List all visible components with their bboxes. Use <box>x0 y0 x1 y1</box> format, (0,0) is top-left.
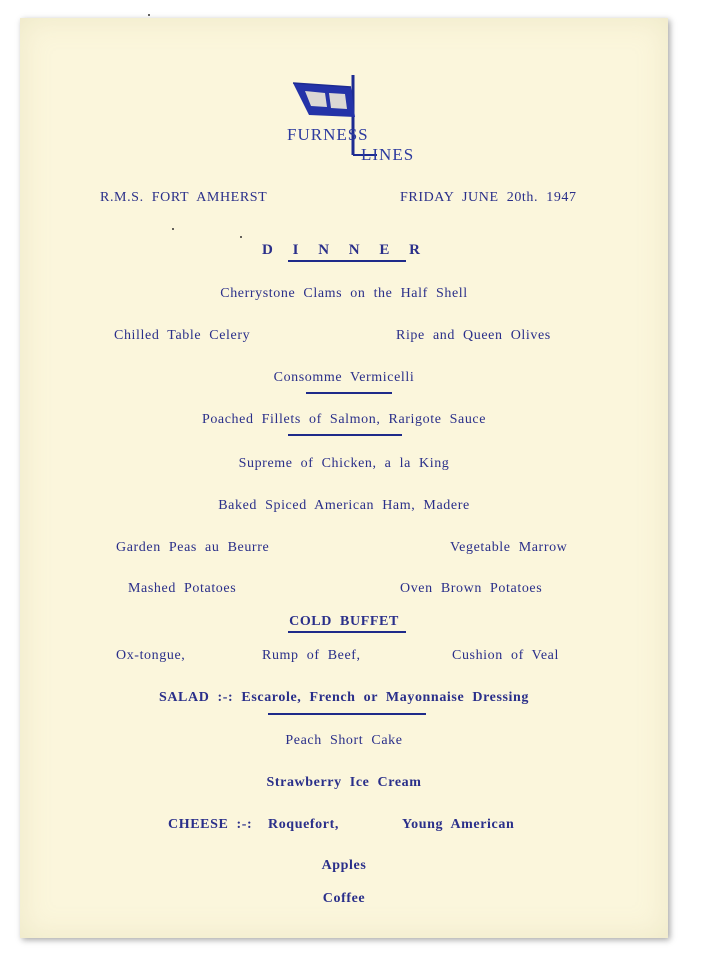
menu-item-oxtongue: Ox-tongue, <box>116 648 186 663</box>
logo-word-furness: FURNESS <box>287 125 369 144</box>
menu-item-chicken: Supreme of Chicken, a la King <box>238 456 450 471</box>
cold-buffet-heading: COLD BUFFET <box>289 614 399 629</box>
menu-item-shortcake: Peach Short Cake <box>285 733 403 748</box>
paper-speck <box>148 14 150 16</box>
menu-item-salad: SALAD :-: Escarole, French or Mayonnaise Dressing <box>158 690 530 705</box>
menu-item-rump: Rump of Beef, <box>262 648 361 663</box>
menu-item-mashed: Mashed Potatoes <box>128 581 237 596</box>
dinner-heading: D I N N E R <box>262 242 426 258</box>
divider-rule <box>306 392 392 394</box>
menu-item-consomme: Consomme Vermicelli <box>273 370 415 385</box>
menu-date: FRIDAY JUNE 20th. 1947 <box>400 190 577 205</box>
divider-rule <box>268 713 426 715</box>
menu-card <box>20 18 668 938</box>
menu-item-olives: Ripe and Queen Olives <box>396 328 551 343</box>
cheese-label: CHEESE :-: <box>168 817 253 832</box>
menu-item-apples: Apples <box>321 858 367 873</box>
menu-item-ham: Baked Spiced American Ham, Madere <box>218 498 470 513</box>
ship-name: R.M.S. FORT AMHERST <box>100 190 268 205</box>
menu-item-marrow: Vegetable Marrow <box>450 540 568 555</box>
menu-item-peas: Garden Peas au Beurre <box>116 540 270 555</box>
logo-word-lines: LINES <box>361 145 415 164</box>
paper-speck <box>240 236 242 238</box>
menu-item-clams: Cherrystone Clams on the Half Shell <box>220 286 468 301</box>
menu-item-coffee: Coffee <box>322 891 366 906</box>
menu-item-oven: Oven Brown Potatoes <box>400 581 543 596</box>
menu-item-young-american: Young American <box>402 817 515 832</box>
menu-item-icecream: Strawberry Ice Cream <box>266 775 422 790</box>
furness-lines-logo <box>265 73 425 173</box>
menu-item-salmon: Poached Fillets of Salmon, Rarigote Sauce <box>201 412 487 427</box>
divider-rule <box>288 434 402 436</box>
paper-speck <box>172 228 174 230</box>
menu-item-roquefort: Roquefort, <box>268 817 339 832</box>
cold-buffet-underline <box>288 631 406 633</box>
menu-item-celery: Chilled Table Celery <box>114 328 251 343</box>
menu-item-veal: Cushion of Veal <box>452 648 559 663</box>
dinner-underline <box>288 260 406 262</box>
